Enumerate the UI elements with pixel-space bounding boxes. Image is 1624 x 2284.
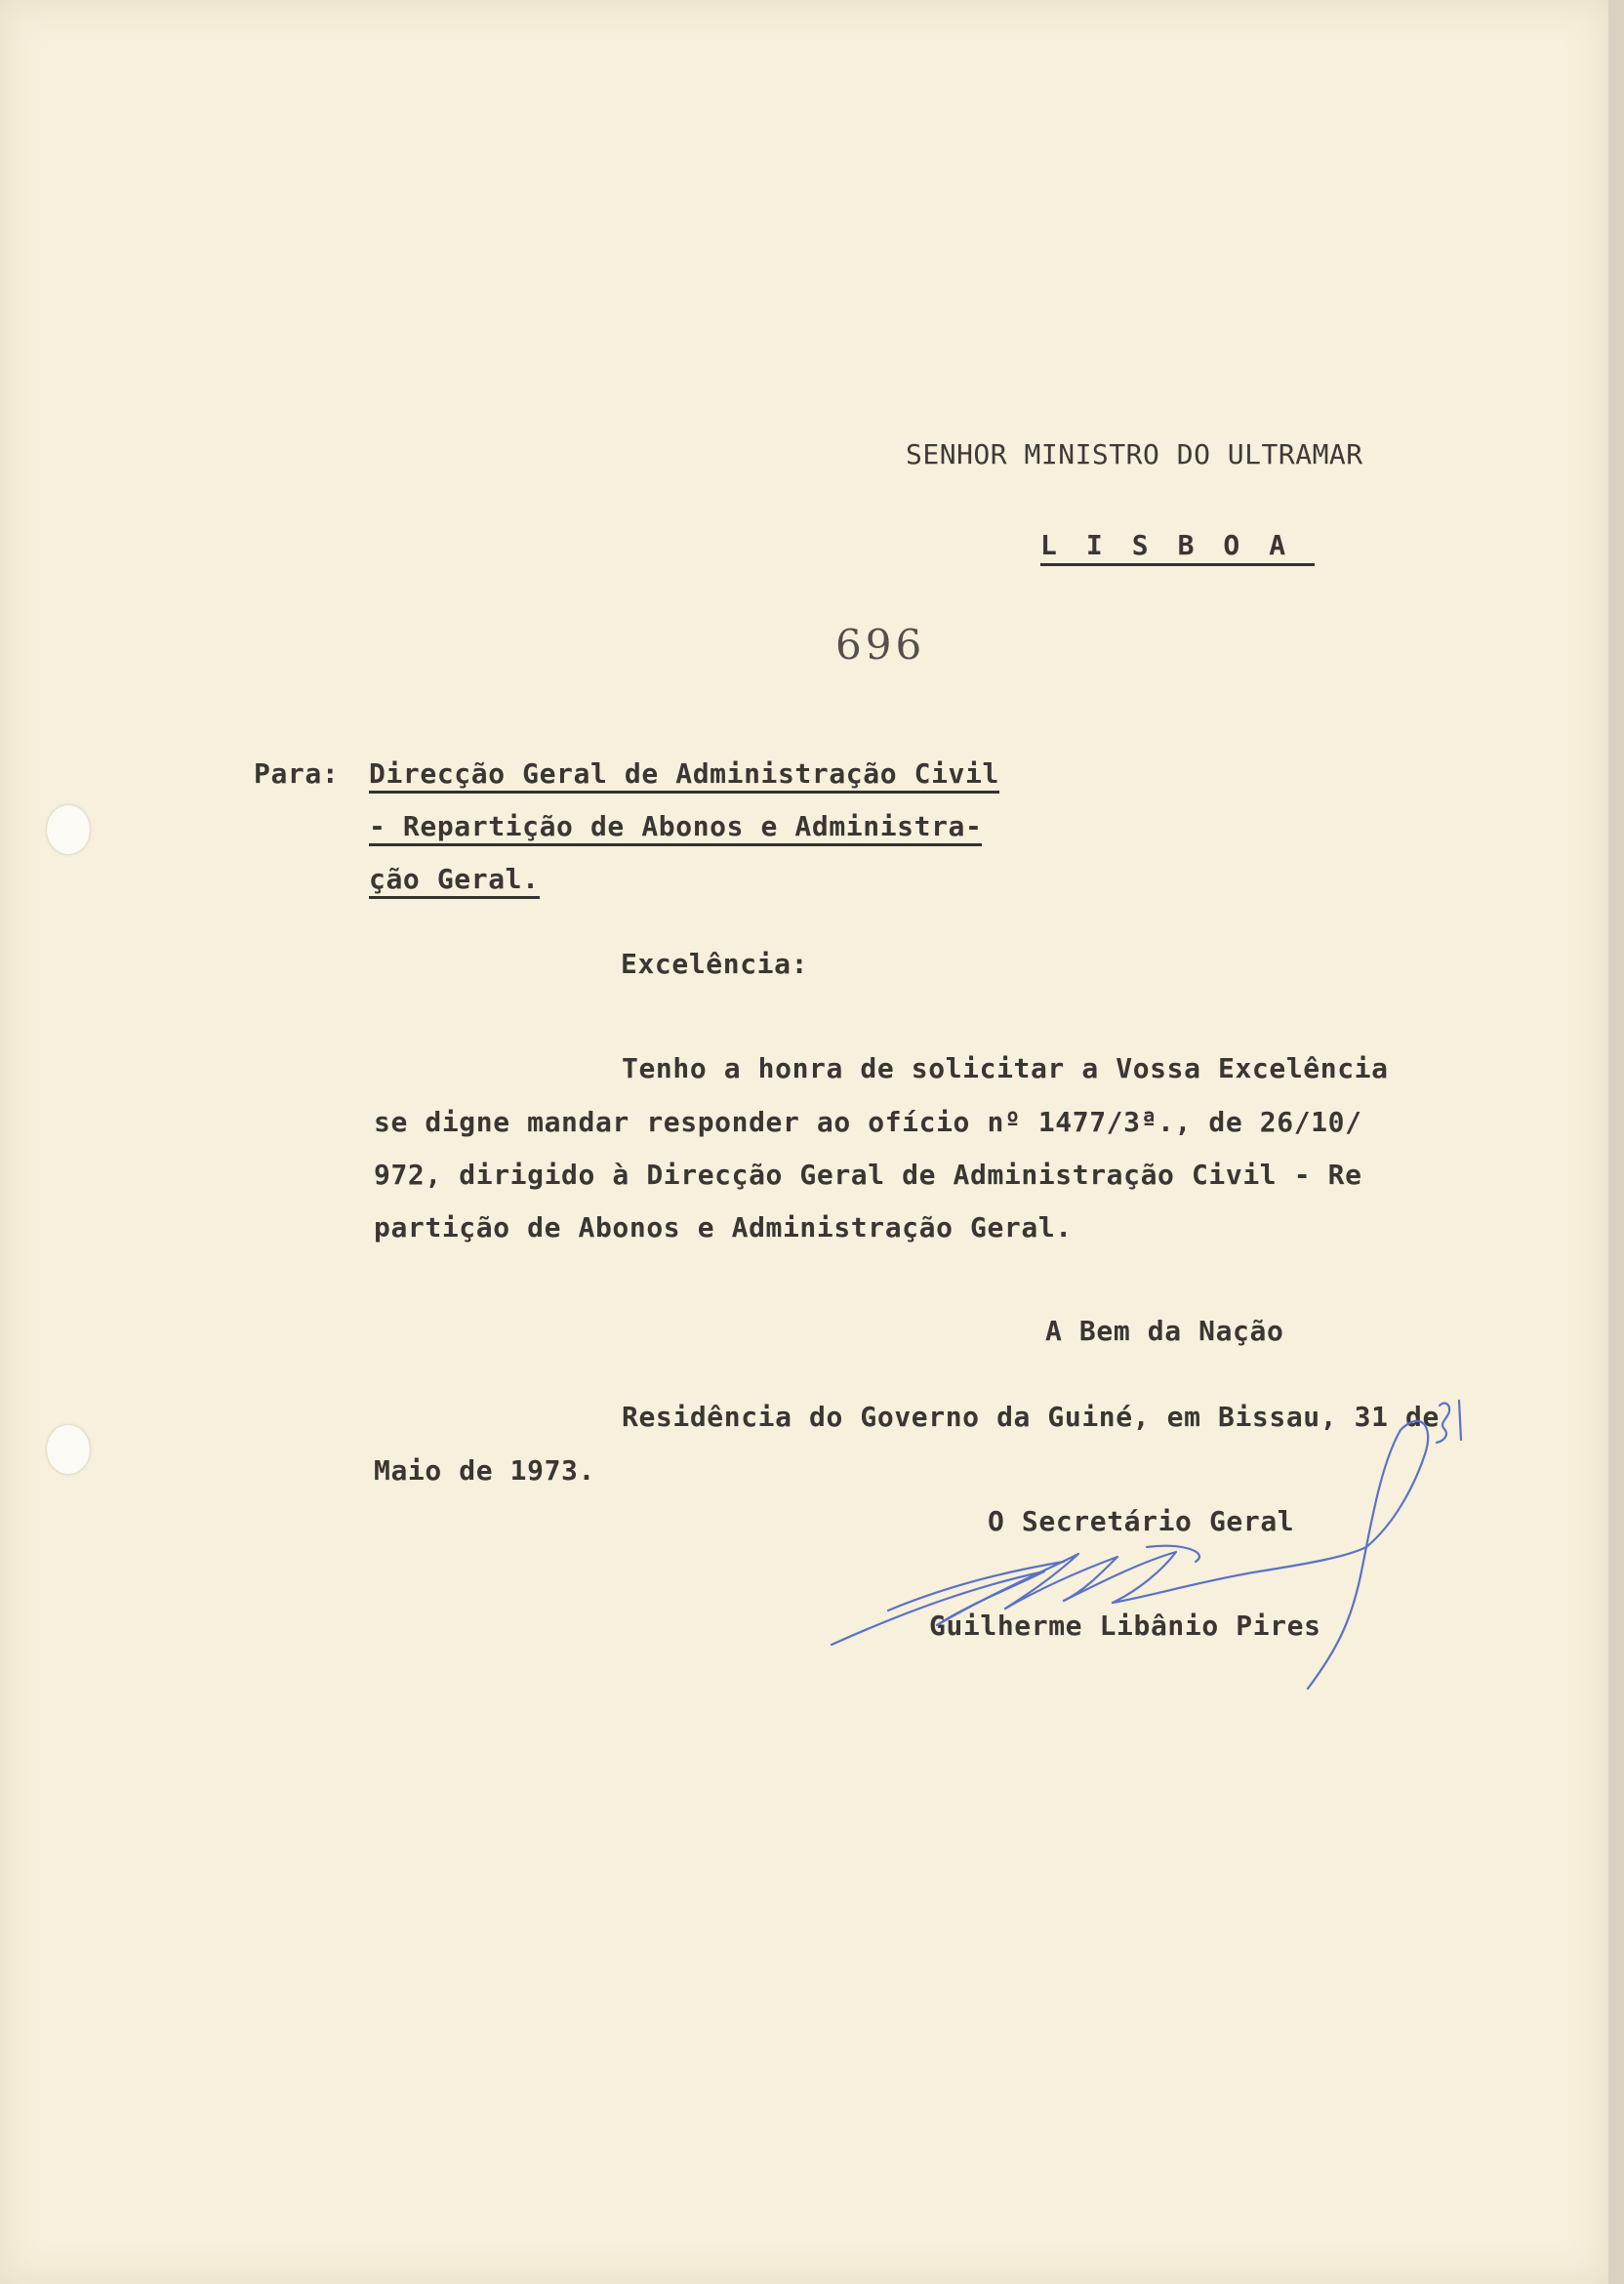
signatory-title: O Secretário Geral: [988, 1505, 1295, 1537]
para-line-2: - Repartição de Abonos e Administra-: [369, 813, 982, 846]
salutation: Excelência:: [621, 948, 809, 980]
body-line-4: partição de Abonos e Administração Geral.: [374, 1211, 1073, 1244]
body-line-2: se digne mandar responder ao ofício nº 1477/3ª., de 26/10/: [374, 1106, 1362, 1138]
punch-hole-bottom: [47, 1425, 90, 1474]
paper-edge: [1608, 0, 1624, 2284]
para-line-3: ção Geral.: [369, 866, 540, 899]
city: LISBOA: [1040, 532, 1315, 566]
addressee: SENHOR MINISTRO DO ULTRAMAR: [906, 438, 1363, 470]
signatory-name: Guilherme Libânio Pires: [929, 1610, 1321, 1642]
document-number: 696: [835, 621, 926, 669]
punch-hole-top: [47, 805, 90, 854]
body-line-3: 972, dirigido à Direcção Geral de Administração Civil - Re: [374, 1159, 1362, 1191]
para-line-1: Direcção Geral de Administração Civil: [369, 760, 999, 794]
para-label: Para:: [254, 757, 340, 790]
body-line-1: Tenho a honra de solicitar a Vossa Excelência: [622, 1052, 1389, 1084]
closing: A Bem da Nação: [1045, 1315, 1284, 1347]
place-date-line-1: Residência do Governo da Guiné, em Bissau, 31 de: [622, 1401, 1440, 1433]
handwritten-signature: [820, 1386, 1483, 1708]
place-date-line-2: Maio de 1973.: [374, 1454, 595, 1487]
